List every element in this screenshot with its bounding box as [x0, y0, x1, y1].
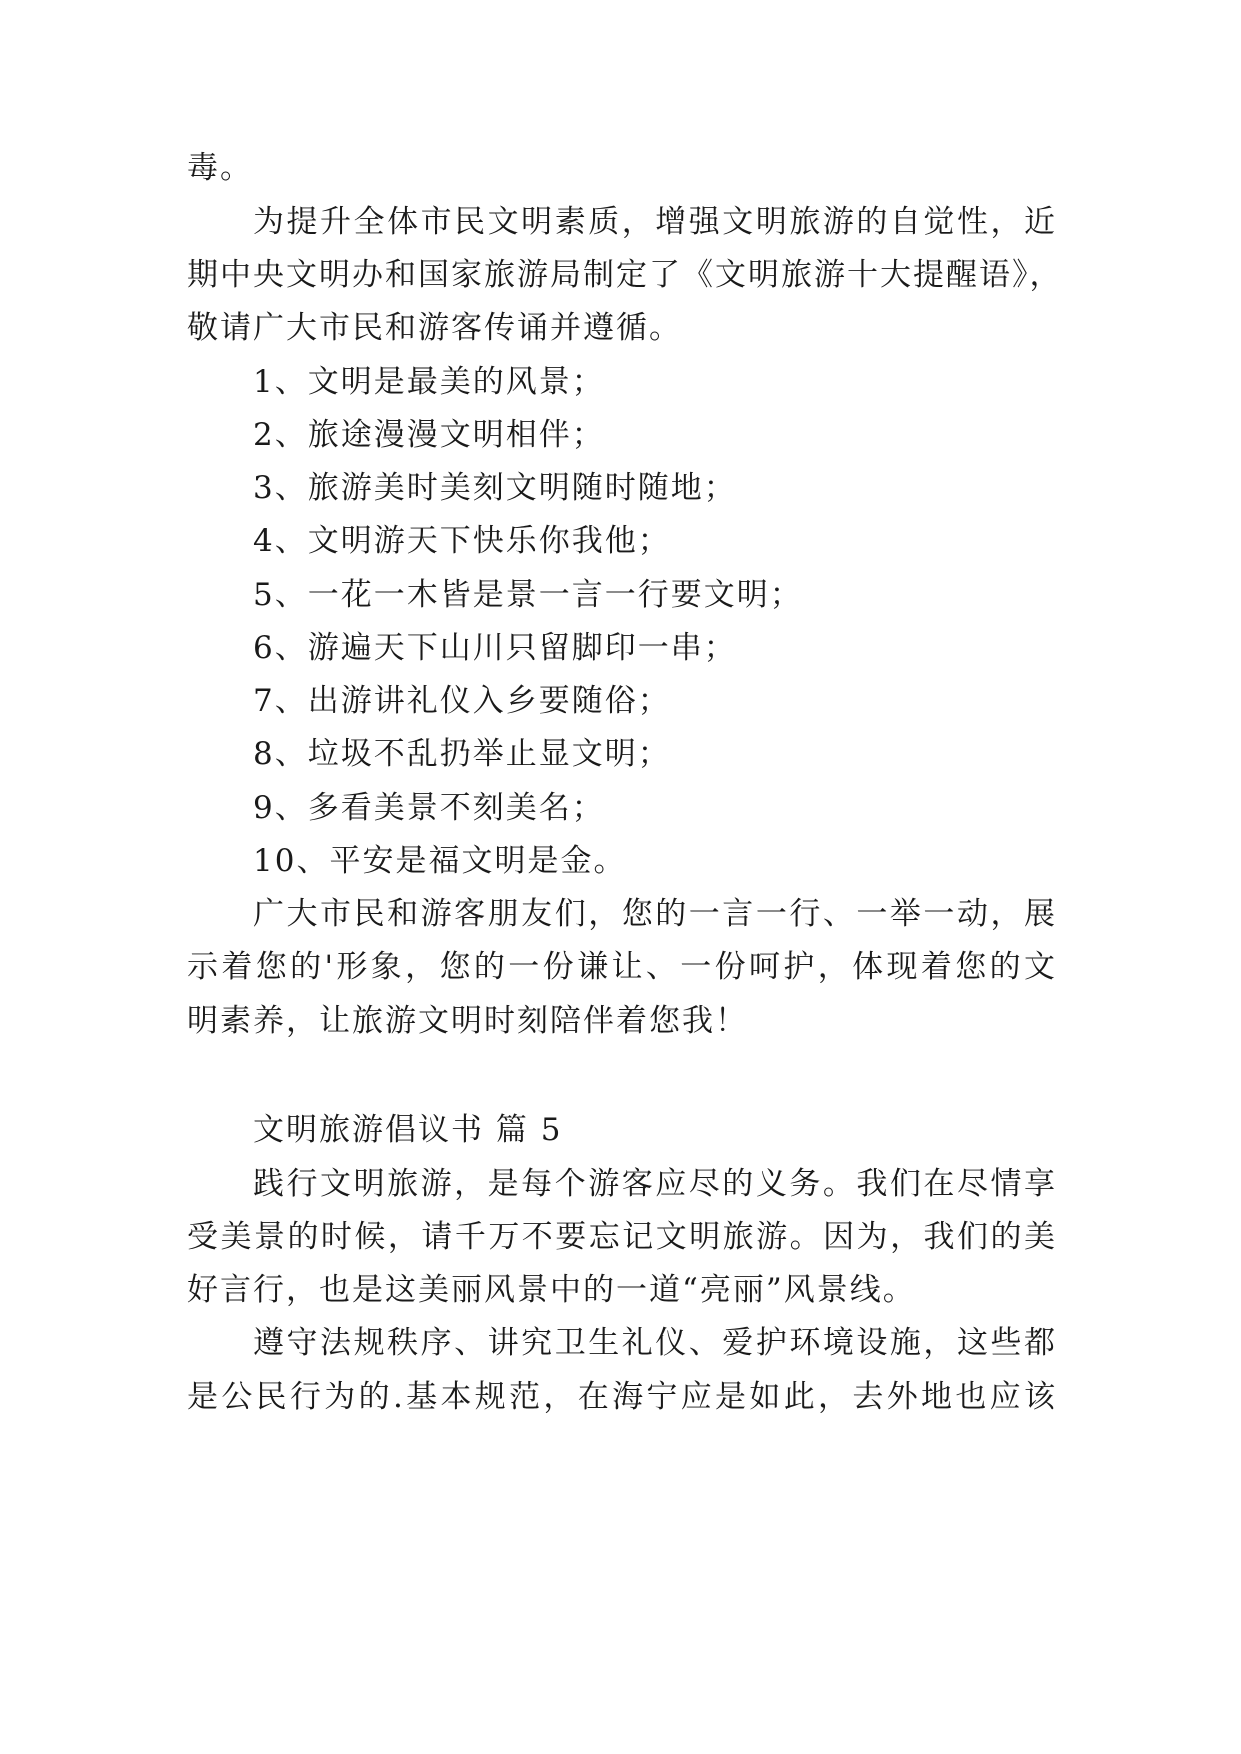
reminder-item: 1、文明是最美的风景； [253, 364, 605, 400]
reminder-item: 6、游遍天下山川只留脚印一串； [253, 630, 737, 666]
paragraph3-line3: 好言行，也是这美丽风景中的一道“亮丽”风景线。 [187, 1272, 916, 1308]
paragraph2-line3: 明素养，让旅游文明时刻陪伴着您我！ [187, 1003, 748, 1039]
reminder-item: 9、多看美景不刻美名； [253, 790, 605, 826]
paragraph4-line1: 遵守法规秩序、讲究卫生礼仪、爱护环境设施，这些都 [253, 1325, 1057, 1361]
paragraph3-line1: 践行文明旅游，是每个游客应尽的义务。我们在尽情享 [253, 1166, 1057, 1202]
reminder-item: 7、出游讲礼仪入乡要随俗； [253, 683, 671, 719]
paragraph3-line2: 受美景的时候，请千万不要忘记文明旅游。因为，我们的美 [187, 1219, 1057, 1255]
reminder-item: 3、旅游美时美刻文明随时随地； [253, 470, 737, 506]
paragraph2-line2: 示着您的'形象，您的一份谦让、一份呵护，体现着您的文 [187, 949, 1057, 985]
intro-tail: 毒。 [187, 150, 253, 186]
reminder-item: 5、一花一木皆是景一言一行要文明； [253, 577, 803, 613]
section-heading: 文明旅游倡议书 篇 5 [253, 1112, 563, 1148]
paragraph1-line2: 期中央文明办和国家旅游局制定了《文明旅游十大提醒语》， [187, 257, 1063, 293]
reminder-item: 8、垃圾不乱扔举止显文明； [253, 736, 671, 772]
reminder-item: 10、平安是福文明是金。 [253, 843, 627, 879]
reminder-item: 4、文明游天下快乐你我他； [253, 523, 671, 559]
paragraph4-line2: 是公民行为的.基本规范，在海宁应是如此，去外地也应该 [187, 1379, 1057, 1415]
paragraph1-line3: 敬请广大市民和游客传诵并遵循。 [187, 310, 682, 346]
paragraph2-line1: 广大市民和游客朋友们，您的一言一行、一举一动，展 [253, 896, 1057, 932]
reminder-item: 2、旅途漫漫文明相伴； [253, 417, 605, 453]
paragraph1-line1: 为提升全体市民文明素质，增强文明旅游的自觉性，近 [253, 204, 1057, 240]
